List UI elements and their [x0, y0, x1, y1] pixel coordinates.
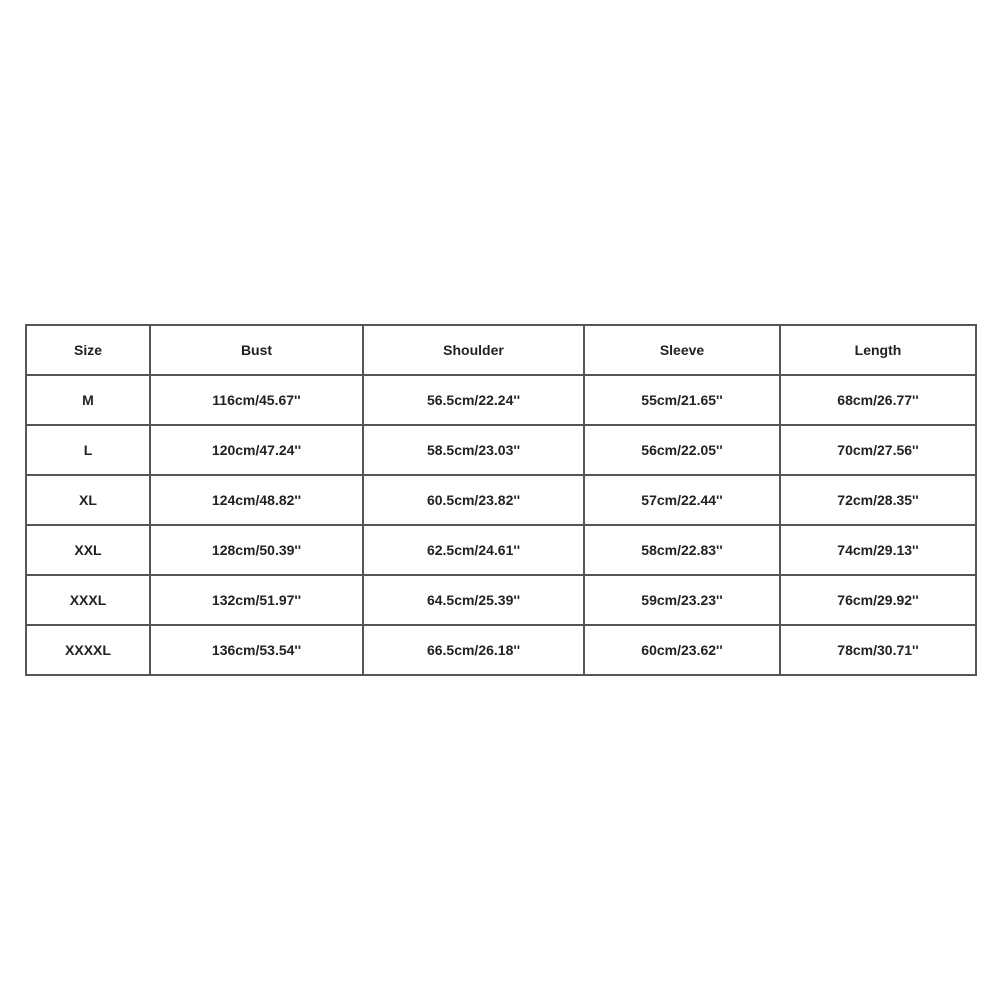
cell-sleeve: 55cm/21.65'': [584, 375, 780, 425]
cell-size: XL: [26, 475, 150, 525]
cell-length: 74cm/29.13'': [780, 525, 976, 575]
cell-size: M: [26, 375, 150, 425]
table-row: [26, 425, 976, 475]
table-row: [26, 475, 976, 525]
cell-sleeve: 57cm/22.44'': [584, 475, 780, 525]
cell-length: 76cm/29.92'': [780, 575, 976, 625]
cell-bust: 124cm/48.82'': [150, 475, 363, 525]
cell-length: 70cm/27.56'': [780, 425, 976, 475]
cell-bust: 128cm/50.39'': [150, 525, 363, 575]
cell-shoulder: 58.5cm/23.03'': [363, 425, 584, 475]
cell-length: 68cm/26.77'': [780, 375, 976, 425]
header-size: Size: [26, 325, 150, 375]
cell-bust: 120cm/47.24'': [150, 425, 363, 475]
cell-size: XXL: [26, 525, 150, 575]
cell-bust: 136cm/53.54'': [150, 625, 363, 675]
table-row: [26, 525, 976, 575]
cell-bust: 116cm/45.67'': [150, 375, 363, 425]
header-length: Length: [780, 325, 976, 375]
cell-length: 78cm/30.71'': [780, 625, 976, 675]
cell-shoulder: 60.5cm/23.82'': [363, 475, 584, 525]
cell-sleeve: 60cm/23.62'': [584, 625, 780, 675]
cell-shoulder: 56.5cm/22.24'': [363, 375, 584, 425]
cell-sleeve: 59cm/23.23'': [584, 575, 780, 625]
cell-size: L: [26, 425, 150, 475]
cell-sleeve: 56cm/22.05'': [584, 425, 780, 475]
cell-bust: 132cm/51.97'': [150, 575, 363, 625]
size-chart-table: [25, 324, 977, 676]
cell-length: 72cm/28.35'': [780, 475, 976, 525]
cell-shoulder: 66.5cm/26.18'': [363, 625, 584, 675]
table-row: [26, 375, 976, 425]
table-row: [26, 625, 976, 675]
cell-shoulder: 64.5cm/25.39'': [363, 575, 584, 625]
cell-sleeve: 58cm/22.83'': [584, 525, 780, 575]
header-sleeve: Sleeve: [584, 325, 780, 375]
header-shoulder: Shoulder: [363, 325, 584, 375]
cell-shoulder: 62.5cm/24.61'': [363, 525, 584, 575]
cell-size: XXXXL: [26, 625, 150, 675]
table-row: [26, 575, 976, 625]
header-bust: Bust: [150, 325, 363, 375]
table-header-row: [26, 325, 976, 375]
cell-size: XXXL: [26, 575, 150, 625]
